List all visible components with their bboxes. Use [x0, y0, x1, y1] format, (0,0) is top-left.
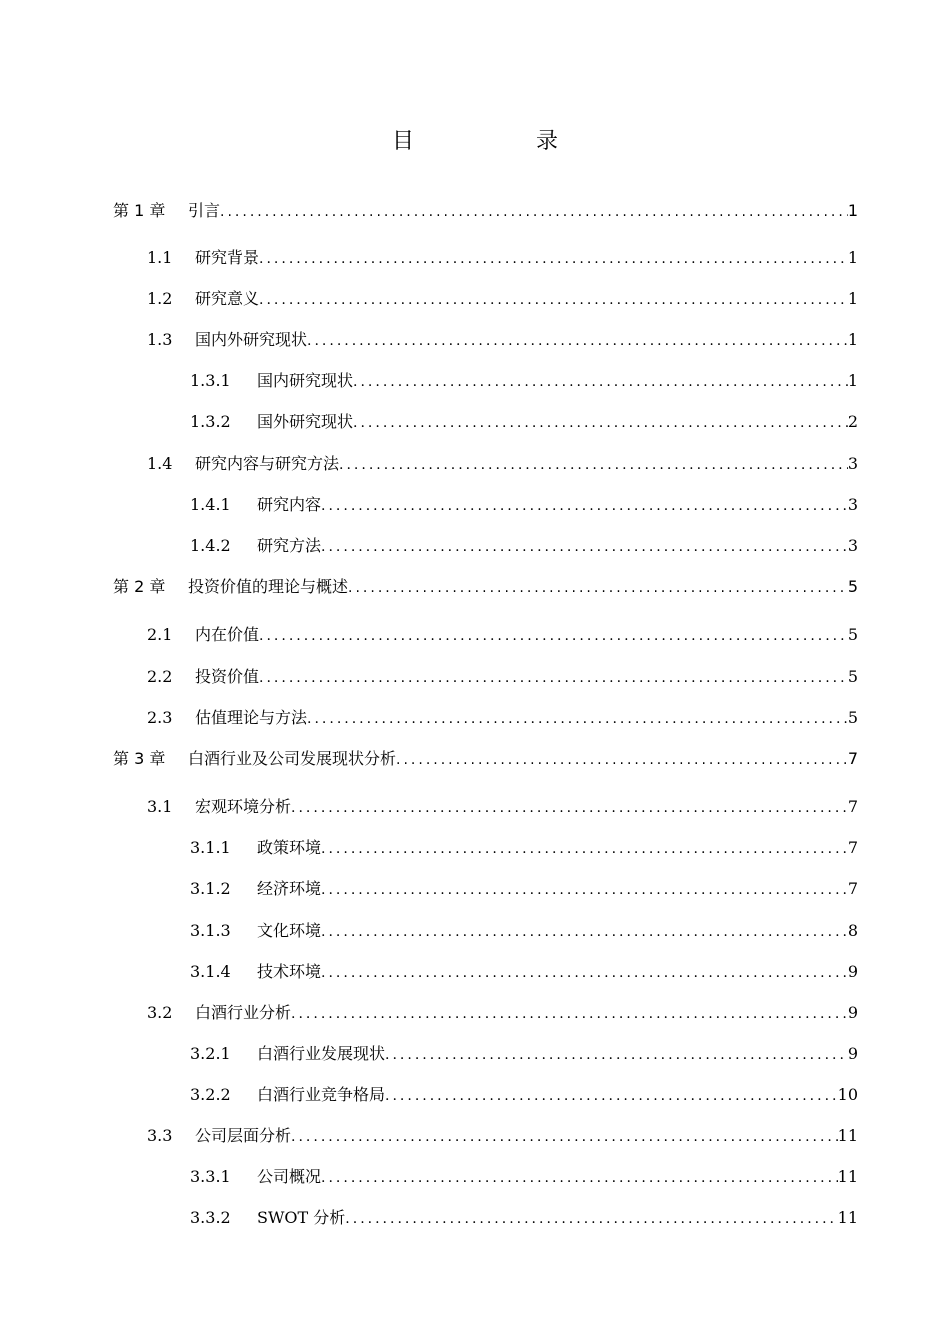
toc-page-number: 3: [847, 495, 858, 514]
toc-number: 2.2: [147, 667, 173, 686]
dot-leader: [345, 1208, 837, 1230]
dot-leader: [291, 1003, 848, 1025]
dot-leader: [348, 577, 848, 599]
toc-label: 白酒行业分析: [195, 1003, 292, 1022]
dot-leader: [307, 330, 848, 352]
toc-section-2-3[interactable]: [147, 707, 858, 729]
toc-label: 投资价值: [195, 667, 260, 686]
toc-label: 投资价值的理论与概述: [188, 577, 349, 596]
toc-label: 内在价值: [195, 625, 260, 644]
toc-page-number: 7: [847, 838, 858, 857]
toc-number: 第 1 章: [113, 201, 166, 220]
dot-leader: [307, 708, 848, 730]
toc-number: 3.2.2: [190, 1085, 231, 1104]
dot-leader: [339, 454, 848, 476]
dot-leader: [321, 879, 848, 901]
toc-number: 3.3.2: [190, 1208, 231, 1227]
dot-leader: [259, 248, 848, 270]
toc-page-number: 3: [847, 454, 858, 473]
toc-page-number: 1: [847, 371, 858, 390]
toc-label: 研究内容与研究方法: [195, 454, 340, 473]
dot-leader: [321, 1167, 838, 1189]
toc-chapter-2[interactable]: [113, 576, 858, 598]
dot-leader: [321, 495, 848, 517]
dot-leader: [321, 921, 848, 943]
toc-label: 研究背景: [195, 248, 260, 267]
toc-page-number: 3: [847, 536, 858, 555]
toc-page-number: 1: [847, 289, 858, 308]
toc-number: 1.3: [147, 330, 173, 349]
toc-page-number: 1: [847, 330, 858, 349]
toc-page-number: 5: [847, 708, 858, 727]
dot-leader: [385, 1044, 848, 1066]
toc-number: 2.3: [147, 708, 173, 727]
toc-subsection-1-3-2[interactable]: [190, 411, 858, 433]
toc-number: 1.4: [147, 454, 173, 473]
dot-leader: [291, 1126, 838, 1148]
dot-leader: [291, 797, 848, 819]
toc-page-number: 9: [847, 962, 858, 981]
toc-number: 3.1.3: [190, 921, 231, 940]
toc-section-3-3[interactable]: [147, 1125, 858, 1147]
toc-label: 政策环境: [257, 838, 322, 857]
toc-number: 3.1.1: [190, 838, 231, 857]
toc-number: 3.3: [147, 1126, 173, 1145]
dot-leader: [353, 412, 848, 434]
toc-number: 1.3.1: [190, 371, 231, 390]
toc-subsection-1-4-2[interactable]: [190, 535, 858, 557]
toc-label: 白酒行业竞争格局: [257, 1085, 386, 1104]
toc-number: 1.2: [147, 289, 173, 308]
toc-number: 1.1: [147, 248, 173, 267]
toc-page-number: 10: [837, 1085, 858, 1104]
toc-label: 研究内容: [257, 495, 322, 514]
dot-leader: [259, 289, 848, 311]
toc-section-2-1[interactable]: [147, 624, 858, 646]
toc-subsection-3-2-1[interactable]: [190, 1043, 858, 1065]
dot-leader: [220, 201, 848, 223]
toc-chapter-1[interactable]: [113, 200, 858, 222]
dot-leader: [259, 667, 848, 689]
toc-label: 国内研究现状: [257, 371, 354, 390]
toc-subsection-3-2-2[interactable]: [190, 1084, 858, 1106]
toc-number: 1.3.2: [190, 412, 231, 431]
toc-number: 3.1.2: [190, 879, 231, 898]
toc-label: 宏观环境分析: [195, 797, 292, 816]
toc-label: 白酒行业发展现状: [257, 1044, 386, 1063]
toc-page-number: 7: [847, 879, 858, 898]
toc-section-1-2[interactable]: [147, 288, 858, 310]
toc-section-1-1[interactable]: [147, 247, 858, 269]
toc-page-number: 2: [847, 412, 858, 431]
toc-page-number: 7: [847, 797, 858, 816]
toc-subsection-3-1-4[interactable]: [190, 961, 858, 983]
toc-section-1-4[interactable]: [147, 453, 858, 475]
toc-label: SWOT 分析: [257, 1208, 346, 1227]
dot-leader: [396, 749, 848, 771]
toc-page-number: 9: [847, 1044, 858, 1063]
toc-page-number: 1: [847, 201, 858, 220]
toc-label: 研究意义: [195, 289, 260, 308]
page-title: 目 录: [391, 129, 608, 154]
toc-subsection-1-4-1[interactable]: [190, 494, 858, 516]
toc-page-number: 5: [847, 577, 858, 596]
toc-number: 3.3.1: [190, 1167, 231, 1186]
toc-page-number: 11: [837, 1167, 858, 1186]
toc-label: 技术环境: [257, 962, 322, 981]
toc-page-number: 1: [847, 248, 858, 267]
toc-label: 国内外研究现状: [195, 330, 308, 349]
toc-page-number: 5: [847, 625, 858, 644]
toc-page-number: 11: [837, 1208, 858, 1227]
dot-leader: [385, 1085, 838, 1107]
dot-leader: [321, 536, 848, 558]
toc-subsection-3-1-3[interactable]: [190, 920, 858, 942]
toc-subsection-1-3-1[interactable]: [190, 370, 858, 392]
toc-chapter-3[interactable]: [113, 748, 858, 770]
toc-subsection-3-1-2[interactable]: [190, 878, 858, 900]
toc-label: 公司层面分析: [195, 1126, 292, 1145]
toc-number: 3.2: [147, 1003, 173, 1022]
toc-page-number: 8: [847, 921, 858, 940]
dot-leader: [259, 625, 848, 647]
toc-label: 引言: [188, 201, 221, 220]
toc-page-number: 7: [847, 749, 858, 768]
toc-label: 文化环境: [257, 921, 322, 940]
toc-subsection-3-3-1[interactable]: [190, 1166, 858, 1188]
toc-label: 国外研究现状: [257, 412, 354, 431]
toc-number: 3.2.1: [190, 1044, 231, 1063]
toc-number: 1.4.2: [190, 536, 231, 555]
toc-page-number: 5: [847, 667, 858, 686]
toc-label: 估值理论与方法: [195, 708, 308, 727]
toc-number: 第 3 章: [113, 749, 166, 768]
toc-number: 1.4.1: [190, 495, 231, 514]
toc-section-1-3[interactable]: [147, 329, 858, 351]
toc-label: 公司概况: [257, 1167, 322, 1186]
toc-number: 3.1.4: [190, 962, 231, 981]
dot-leader: [321, 962, 848, 984]
dot-leader: [353, 371, 848, 393]
toc-section-3-1[interactable]: [147, 796, 858, 818]
toc-section-3-2[interactable]: [147, 1002, 858, 1024]
toc-number: 2.1: [147, 625, 173, 644]
toc-number: 第 2 章: [113, 577, 166, 596]
toc-number: 3.1: [147, 797, 173, 816]
toc-subsection-3-1-1[interactable]: [190, 837, 858, 859]
toc-label: 研究方法: [257, 536, 322, 555]
dot-leader: [321, 838, 848, 860]
toc-subsection-3-3-2[interactable]: [190, 1207, 858, 1229]
toc-label: 白酒行业及公司发展现状分析: [188, 749, 397, 768]
toc-section-2-2[interactable]: [147, 666, 858, 688]
toc-page-number: 11: [837, 1126, 858, 1145]
toc-page-number: 9: [847, 1003, 858, 1022]
toc-label: 经济环境: [257, 879, 322, 898]
